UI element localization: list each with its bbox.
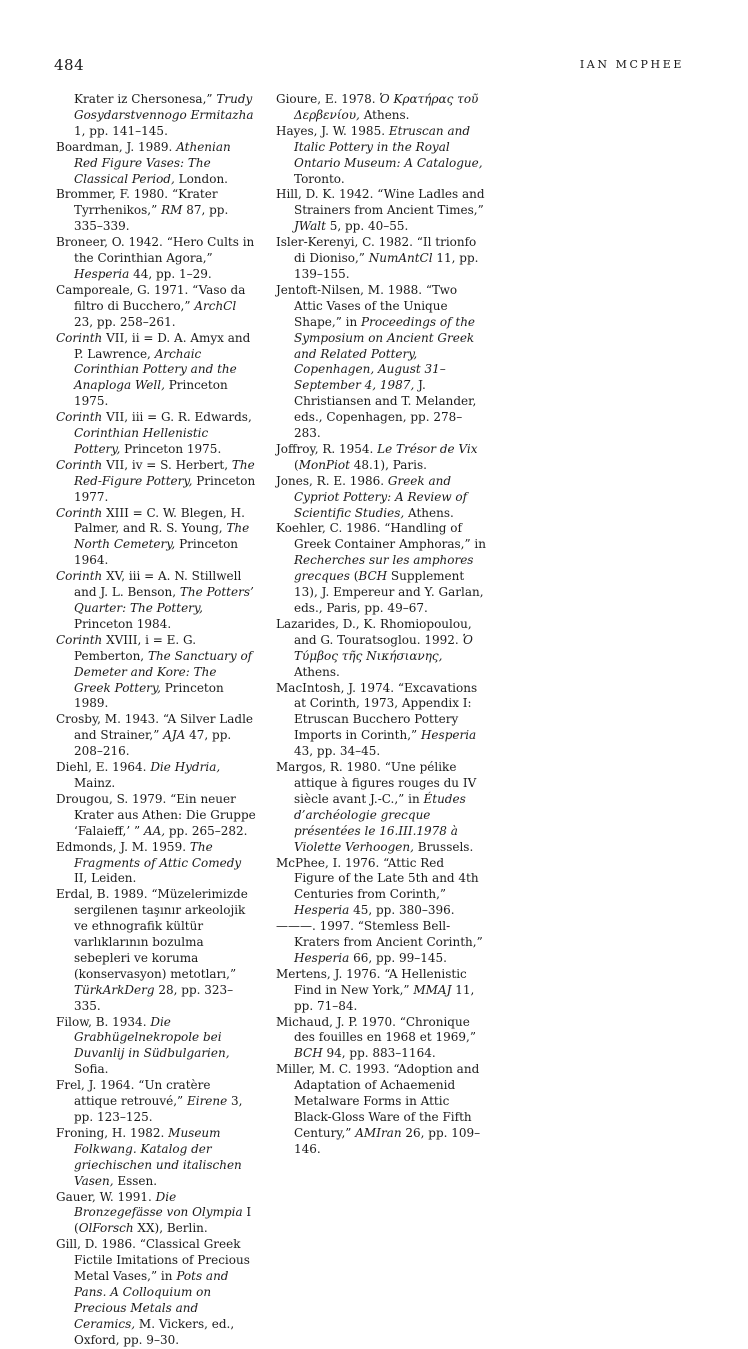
bibliography-entry <box>56 283 256 331</box>
entry-text: VII, ii = D. A. Amyx and P. Lawrence, <box>74 330 251 361</box>
entry-text: VII, iv = S. Herbert, <box>102 457 232 472</box>
entry-text: Miller, M. C. 1993. “Adoption and Adaptation of Achaemenid Metalware Forms in Attic Black-Gloss Ware of the Fifth Century,” <box>276 1062 480 1140</box>
entry-italic-text: The Sanctuary of Demeter and Kore: The Greek Pottery, <box>74 648 253 695</box>
entry-italic-text: ArchCl <box>194 298 237 313</box>
entry-italic-text: OlForsch <box>78 1221 134 1236</box>
entry-text: 5, pp. 40–55. <box>325 219 409 234</box>
entry-text: Athens. <box>404 505 454 520</box>
entry-text: Joffroy, R. 1954. <box>276 441 378 456</box>
entry-text: Princeton 1989. <box>74 680 224 711</box>
bibliography-entry <box>56 569 256 633</box>
entry-text: 28, pp. 323–335. <box>74 982 234 1013</box>
bibliography-entry <box>56 712 256 760</box>
bibliography-entry <box>56 458 256 506</box>
entry-text: Erdal, B. 1989. “Müzelerimizde sergilenen taşınır arkeolojik ve ethnografik kültür varlıklarının bozulma sebepleri ve koruma (konservasyon) metotları,” <box>56 887 248 981</box>
bibliography-entry <box>56 1237 256 1348</box>
entry-italic-text: Athenian Red Figure Vases: The Classical Period, <box>74 139 231 186</box>
bibliography-right-column <box>276 92 486 1158</box>
bibliography-entry <box>56 140 256 188</box>
entry-text: Hill, D. K. 1942. “Wine Ladles and Strainers from Ancient Times,” <box>276 187 485 218</box>
entry-text: ———. 1997. “Stemless Bell-Kraters from Ancient Corinth,” <box>276 919 483 950</box>
entry-italic-text: Corinth <box>56 330 103 345</box>
bibliography-entry <box>56 1078 256 1126</box>
entry-text: Mertens, J. 1976. “A Hellenistic Find in New York,” <box>276 966 467 997</box>
entry-italic-text: Archaic Corinthian Pottery and the Anaploga Well, <box>74 346 237 393</box>
entry-text: XX), Berlin. <box>133 1221 208 1236</box>
entry-text: 1, pp. 141–145. <box>74 123 168 138</box>
bibliography-left-column <box>56 92 256 1349</box>
entry-text: Lazarides, D., K. Rhomiopoulou, and G. Touratsoglou. 1992. <box>276 616 472 647</box>
entry-italic-text: JWalt <box>294 219 326 234</box>
entry-italic-text: Corinth <box>56 410 103 425</box>
entry-italic-text: Hesperia <box>294 950 350 965</box>
entry-italic-text: The North Cemetery, <box>74 521 250 552</box>
entry-text: 26, pp. 109–146. <box>294 1125 481 1156</box>
entry-italic-text: Études d’archéologie grecque présentées le 16.III.1978 à Violette Verhoogen, <box>294 791 466 854</box>
running-head: IAN MCPHEE <box>579 58 684 71</box>
entry-italic-text: Corinth <box>56 505 103 520</box>
entry-text: I ( <box>74 1205 252 1236</box>
bibliography-entry <box>276 1062 486 1157</box>
entry-text: 87, pp. 335–339. <box>74 203 229 234</box>
entry-text: Gioure, E. 1978. <box>276 92 380 106</box>
entry-text: Isler-Kerenyi, C. 1982. “Il trionfo di Dioniso,” <box>276 235 477 266</box>
entry-italic-text: Corinth <box>56 632 103 647</box>
entry-italic-text: Ὁ Κρατήρας τοῦ Δερβενίου, <box>294 92 479 122</box>
entry-italic-text: Proceedings of the Symposium on Ancient Greek and Related Pottery, Copenhagen, August 31–September 4, 1987, <box>294 314 476 393</box>
entry-italic-text: Hesperia <box>420 728 477 743</box>
entry-italic-text: The Fragments of Attic Comedy <box>74 839 242 870</box>
entry-text: Princeton 1977. <box>74 473 256 504</box>
entry-italic-text: TürkArkDerg <box>74 982 155 997</box>
entry-italic-text: AMIran <box>355 1125 402 1140</box>
entry-text: Athens. <box>359 107 410 122</box>
entry-text: Supplement 13), J. Empereur and Y. Garlan, eds., Paris, pp. 49–67. <box>294 569 484 615</box>
entry-text: Jentoft-Nilsen, M. 1988. “Two Attic Vases of the Unique Shape,” in <box>276 282 458 329</box>
entry-italic-text: AJA <box>163 728 186 743</box>
entry-text: Michaud, J. P. 1970. “Chronique des fouilles en 1968 et 1969,” <box>276 1014 476 1045</box>
bibliography-entry <box>56 187 256 235</box>
bibliography-entry <box>56 840 256 888</box>
entry-italic-text: Corinth <box>56 457 103 472</box>
entry-italic-text: RM <box>161 203 183 218</box>
bibliography-entry <box>56 235 256 283</box>
entry-text: 47, pp. 208–216. <box>74 728 232 759</box>
entry-text: Edmonds, J. M. 1959. <box>56 839 190 854</box>
entry-text: McPhee, I. 1976. “Attic Red Figure of the Late 5th and 4th Centuries from Corinth,” <box>276 855 479 902</box>
bibliography-entry <box>56 1015 256 1079</box>
entry-text: ( <box>349 569 359 584</box>
entry-italic-text: BCH <box>358 569 388 584</box>
entry-text: 3, pp. 123–125. <box>74 1094 243 1124</box>
entry-text: Diehl, E. 1964. <box>56 760 151 775</box>
entry-text: 66, pp. 99–145. <box>349 950 447 965</box>
bibliography-entry <box>276 856 486 920</box>
entry-text: J. Christiansen and T. Melander, eds., Copenhagen, pp. 278–283. <box>294 378 477 441</box>
entry-italic-text: MonPiot <box>298 457 350 472</box>
entry-text: Camporeale, G. 1971. “Vaso da filtro di Bucchero,” <box>56 282 246 313</box>
entry-text: Drougou, S. 1979. “Ein neuer Krater aus Athen: Die Gruppe ‘Falaieff,’ ” <box>56 791 256 838</box>
bibliography-entry <box>276 442 486 474</box>
bibliography-entry <box>56 792 256 840</box>
entry-text: II, Leiden. <box>74 871 137 886</box>
entry-text: Mainz. <box>74 775 116 790</box>
entry-italic-text: Greek and Cypriot Pottery: A Review of Scientific Studies, <box>294 473 468 520</box>
entry-text: VII, iii = G. R. Edwards, <box>102 410 252 425</box>
entry-text: Essen. <box>113 1173 158 1188</box>
entry-italic-text: The Red-Figure Pottery, <box>74 457 255 488</box>
entry-text: MacIntosh, J. 1974. “Excavations at Corinth, 1973, Appendix I: Etruscan Bucchero Pottery Imports in Corinth,” <box>276 680 478 743</box>
bibliography-entry <box>56 633 256 713</box>
bibliography-entry <box>276 617 486 681</box>
entry-italic-text: Etruscan and Italic Pottery in the Royal Ontario Museum: A Catalogue, <box>294 123 483 170</box>
entry-italic-text: Corinth <box>56 569 103 584</box>
bibliography-entry <box>276 187 486 235</box>
bibliography-entry <box>276 92 486 124</box>
entry-text: Sofia. <box>74 1062 109 1077</box>
entry-text: pp. 265–282. <box>165 823 248 838</box>
entry-italic-text: Die Bronzegefässe von Olympia <box>74 1189 243 1220</box>
entry-text: M. Vickers, ed., Oxford, pp. 9–30. <box>74 1316 235 1347</box>
entry-italic-text: BCH <box>294 1046 323 1061</box>
bibliography-entry <box>276 967 486 1015</box>
entry-text: 94, pp. 883–1164. <box>322 1046 436 1061</box>
entry-text: Jones, R. E. 1986. <box>276 473 388 488</box>
entry-text: Krater iz Chersonesa,” <box>74 92 217 106</box>
entry-text: Filow, B. 1934. <box>56 1014 151 1029</box>
bibliography-entry <box>56 92 256 140</box>
bibliography-entry <box>56 331 256 411</box>
bibliography-entry <box>276 474 486 522</box>
entry-italic-text: MMAJ <box>413 982 452 997</box>
bibliography-entry <box>56 760 256 792</box>
bibliography-entry <box>56 410 256 458</box>
entry-text: Princeton 1975. <box>120 441 222 456</box>
entry-text: Crosby, M. 1943. “A Silver Ladle and Strainer,” <box>56 712 254 743</box>
entry-italic-text: Eirene <box>186 1094 228 1109</box>
entry-text: Athens. <box>294 664 340 679</box>
entry-text: 11, pp. 139–155. <box>294 251 479 281</box>
page-number: 484 <box>54 56 85 74</box>
entry-text: 23, pp. 258–261. <box>74 314 176 329</box>
entry-text: Princeton 1964. <box>74 537 239 568</box>
entry-text: Frel, J. 1964. “Un cratère attique retrouvé,” <box>56 1078 211 1109</box>
bibliography-entry <box>276 681 486 761</box>
entry-italic-text: Hesperia <box>294 903 350 918</box>
bibliography-entry <box>276 919 486 967</box>
bibliography-entry <box>56 506 256 570</box>
bibliography-entry <box>276 760 486 855</box>
entry-text: 44, pp. 1–29. <box>129 266 212 281</box>
entry-text: XVIII, i = E. G. Pemberton, <box>74 632 197 663</box>
entry-text: Hayes, J. W. 1985. <box>276 123 389 138</box>
entry-text: Toronto. <box>294 171 345 186</box>
entry-text: XV, iii = A. N. Stillwell and J. L. Benson, <box>74 569 242 600</box>
bibliography-entry <box>276 124 486 188</box>
entry-italic-text: AA, <box>143 823 166 838</box>
entry-text: Gauer, W. 1991. <box>56 1189 156 1204</box>
entry-text: Princeton 1984. <box>74 616 172 631</box>
bibliography-entry <box>56 1126 256 1190</box>
entry-italic-text: Die Grabhügelnekropole bei Duvanlij in Südbulgarien, <box>74 1014 230 1061</box>
entry-text: Boardman, J. 1989. <box>56 139 177 154</box>
entry-italic-text: Le Trésor de Vix <box>377 441 478 456</box>
bibliography-entry <box>56 887 256 1014</box>
entry-text: Brussels. <box>413 839 474 854</box>
entry-text: 45, pp. 380–396. <box>349 903 455 918</box>
bibliography-entry <box>276 1015 486 1063</box>
entry-text: Margos, R. 1980. “Une pélike attique à figures rouges du IV siècle avant J.-C.,” in <box>276 760 477 806</box>
entry-italic-text: NumAntCl <box>368 251 433 266</box>
entry-text: London. <box>174 171 228 186</box>
entry-italic-text: Museum Folkwang. Katalog der griechischen und italischen Vasen, <box>74 1125 242 1188</box>
entry-italic-text: Recherches sur les amphores grecques <box>294 553 474 584</box>
entry-italic-text: Ὁ Τύμβος τῆς Νικήσιανης, <box>294 632 473 663</box>
entry-italic-text: The Potters’ Quarter: The Pottery, <box>74 585 254 615</box>
entry-text: ( <box>294 457 299 472</box>
bibliography-entry <box>276 235 486 283</box>
bibliography-entry <box>276 521 486 616</box>
entry-italic-text: Pots and Pans. A Colloquium on Precious Metals and Ceramics, <box>74 1269 229 1331</box>
bibliography-entry <box>56 1190 256 1238</box>
entry-text: Koehler, C. 1986. “Handling of Greek Container Amphoras,” in <box>276 521 486 552</box>
entry-text: Gill, D. 1986. “Classical Greek Fictile Imitations of Precious Metal Vases,” in <box>56 1237 250 1284</box>
entry-italic-text: Corinthian Hellenistic Pottery, <box>74 426 209 456</box>
entry-italic-text: Trudy Gosydarstvennogo Ermitazha <box>74 92 254 122</box>
entry-text: Princeton 1975. <box>74 378 228 409</box>
bibliography-entry <box>276 283 486 442</box>
entry-italic-text: Die Hydria, <box>150 760 221 775</box>
entry-text: Froning, H. 1982. <box>56 1125 169 1140</box>
entry-text: 11, pp. 71–84. <box>294 982 475 1013</box>
entry-text: Broneer, O. 1942. “Hero Cults in the Corinthian Agora,” <box>56 235 255 266</box>
entry-text: 43, pp. 34–45. <box>294 744 381 759</box>
entry-italic-text: Hesperia <box>74 266 130 281</box>
entry-text: XIII = C. W. Blegen, H. Palmer, and R. S. Young, <box>74 505 245 536</box>
entry-text: 48.1), Paris. <box>349 457 427 472</box>
entry-text: Brommer, F. 1980. “Krater Tyrrhenikos,” <box>56 187 218 218</box>
